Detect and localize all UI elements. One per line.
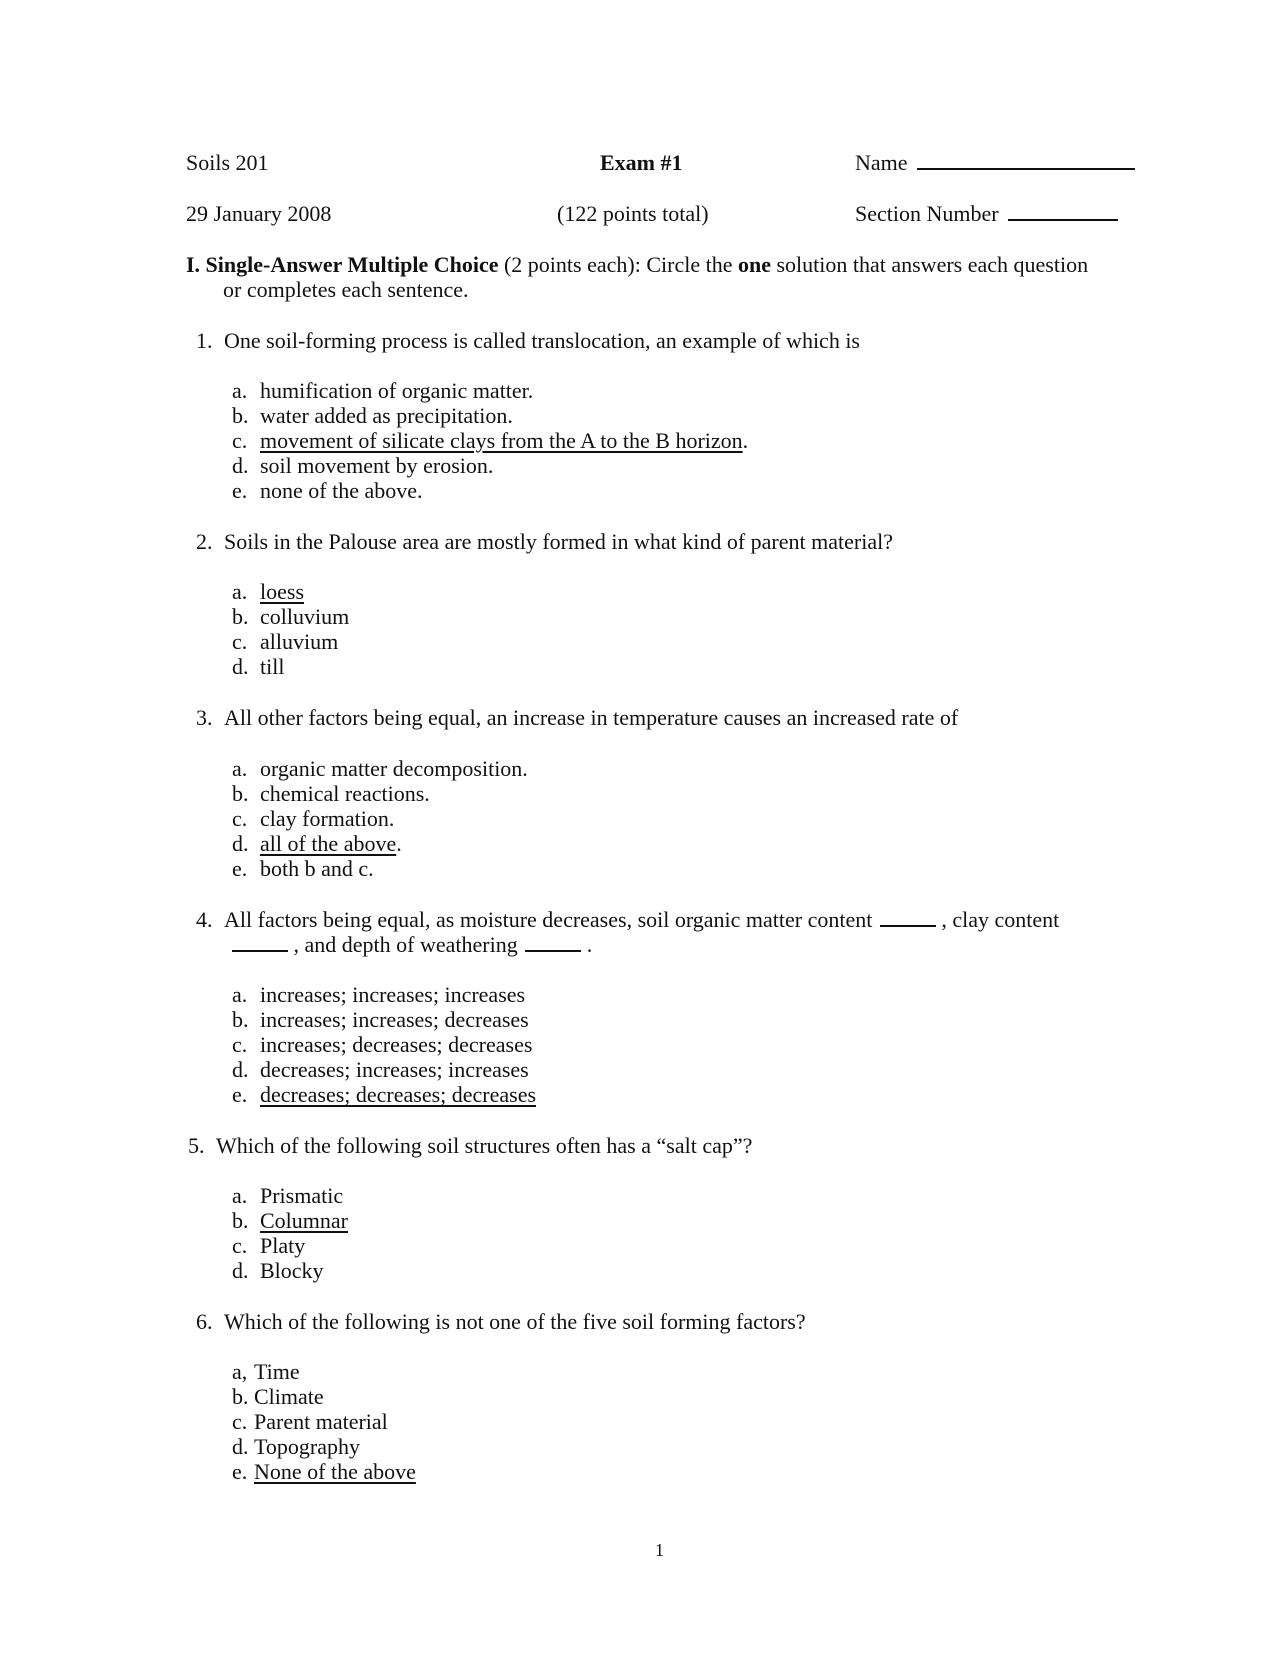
question-text-part1: All factors being equal, as moisture decreases, soil organic matter content [224, 907, 873, 932]
course-title: Soils 201 [186, 150, 269, 175]
blank-weathering[interactable] [525, 932, 581, 952]
q6-option-e[interactable]: e. None of the above [232, 1459, 416, 1484]
question-number: 3. [196, 705, 213, 730]
section-number-label: Section Number [855, 201, 999, 226]
q6-option-c[interactable]: c. Parent material [232, 1409, 388, 1434]
q3-option-e[interactable]: e. both b and c. [232, 856, 374, 881]
q5-option-c[interactable]: c. Platy [232, 1233, 306, 1258]
question-text-part3: , and depth of weathering [288, 932, 518, 957]
q2-option-c[interactable]: c. alluvium [232, 629, 339, 654]
question-6 [196, 1309, 806, 1334]
correct-answer: Columnar [260, 1208, 348, 1233]
q4-option-e[interactable]: e. decreases; decreases; decreases [232, 1082, 537, 1107]
q2-option-d[interactable]: d. till [232, 654, 285, 679]
q4-option-a[interactable]: a. increases; increases; increases [232, 982, 526, 1007]
question-3 [196, 705, 958, 730]
section-rest: solution that answers each question [770, 252, 1089, 277]
correct-answer: None of the above [254, 1459, 416, 1484]
q5-option-d[interactable]: d. Blocky [232, 1258, 324, 1283]
q6-option-a[interactable]: a, Time [232, 1359, 300, 1384]
q6-option-d[interactable]: d. Topography [232, 1434, 360, 1459]
correct-answer: all of the above [260, 831, 397, 856]
question-1 [196, 328, 860, 353]
q1-option-b[interactable]: b. water added as precipitation. [232, 403, 513, 428]
correct-answer: movement of silicate clays from the A to the B horizon [260, 428, 743, 453]
question-text: Which of the following is not one of the five soil forming factors? [224, 1309, 806, 1334]
blank-organic-matter[interactable] [880, 907, 936, 927]
name-field[interactable] [855, 150, 1135, 175]
question-number: 5. [188, 1133, 205, 1158]
question-5 [188, 1133, 752, 1158]
q3-option-d[interactable]: d. all of the above. [232, 831, 402, 856]
question-number: 2. [196, 529, 213, 554]
page-number: 1 [655, 1540, 664, 1560]
question-text-part2: , clay content [935, 907, 1060, 932]
name-blank[interactable] [917, 150, 1135, 170]
q4-option-b[interactable]: b. increases; increases; decreases [232, 1007, 529, 1032]
question-text: One soil-forming process is called translocation, an example of which is [224, 328, 860, 353]
q4-option-c[interactable]: c. increases; decreases; decreases [232, 1032, 533, 1057]
q1-option-a[interactable]: a. humification of organic matter. [232, 378, 534, 403]
q6-option-b[interactable]: b. Climate [232, 1384, 324, 1409]
blank-clay-content[interactable] [232, 932, 288, 952]
question-number: 1. [196, 328, 213, 353]
section-instructions [186, 252, 1088, 277]
points-total: (122 points total) [557, 201, 709, 226]
name-label: Name [855, 150, 908, 175]
q1-option-e[interactable]: e. none of the above. [232, 478, 423, 503]
question-text: Which of the following soil structures often has a “salt cap”? [216, 1133, 753, 1158]
section-title: I. Single-Answer Multiple Choice [186, 252, 499, 277]
correct-answer: decreases; decreases; decreases [260, 1082, 537, 1107]
question-text: All other factors being equal, an increase in temperature causes an increased rate of [224, 705, 959, 730]
section-number-blank[interactable] [1008, 201, 1118, 221]
question-2 [196, 529, 893, 554]
q5-option-b[interactable]: b. Columnar [232, 1208, 348, 1233]
q2-option-b[interactable]: b. colluvium [232, 604, 350, 629]
question-text-part4: . [581, 932, 593, 957]
q5-option-a[interactable]: a. Prismatic [232, 1183, 344, 1208]
section-instructions-line2: or completes each sentence. [223, 277, 469, 302]
section-emphasis: one [737, 252, 771, 277]
section-number-field[interactable] [855, 201, 1118, 226]
q3-option-b[interactable]: b. chemical reactions. [232, 781, 430, 806]
question-number: 4. [196, 907, 213, 932]
q1-option-c[interactable]: c. movement of silicate clays from the A to the B horizon. [232, 428, 749, 453]
question-4-line2 [232, 932, 592, 957]
q3-option-a[interactable]: a. organic matter decomposition. [232, 756, 528, 781]
q4-option-d[interactable]: d. decreases; increases; increases [232, 1057, 529, 1082]
q2-option-a[interactable]: a. loess [232, 579, 304, 604]
correct-answer: loess [260, 579, 304, 604]
section-points-note: (2 points each): Circle the [498, 252, 738, 277]
question-number: 6. [196, 1309, 213, 1334]
q3-option-c[interactable]: c. clay formation. [232, 806, 395, 831]
question-text: Soils in the Palouse area are mostly formed in what kind of parent material? [224, 529, 893, 554]
q1-option-d[interactable]: d. soil movement by erosion. [232, 453, 494, 478]
question-4 [196, 907, 1059, 932]
exam-date: 29 January 2008 [186, 201, 332, 226]
exam-title: Exam #1 [600, 150, 683, 175]
